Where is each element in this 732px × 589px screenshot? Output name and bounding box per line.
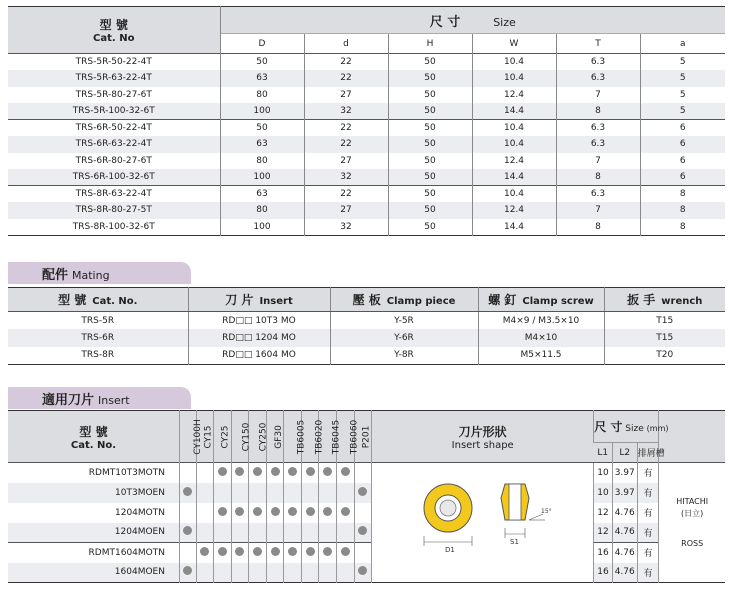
table-row (8, 186, 725, 203)
grade-header-cy15: CY15 (196, 411, 214, 463)
insert-model-cell: 1604MOEN (8, 563, 179, 583)
grade-cell (266, 483, 284, 503)
grade-cell (337, 503, 355, 523)
grade-cell (179, 463, 196, 483)
table-row (8, 169, 725, 186)
availability-dot-icon (218, 507, 227, 516)
mating-cell: RD□□ 10T3 MO (188, 312, 330, 330)
availability-dot-icon (323, 507, 332, 516)
size-model-cell: TRS-6R-100-32-6T (72, 172, 155, 182)
grade-cell (179, 503, 196, 523)
size-value-cell: 6.3 (556, 54, 640, 71)
mating-header-0: 型 號 Cat. No. (8, 288, 188, 312)
grade-cell (231, 563, 249, 583)
size-value-cell: 100 (220, 103, 304, 120)
size-value-cell: 7 (556, 87, 640, 104)
size-value-cell: 8 (556, 103, 640, 120)
grade-cell (231, 543, 249, 563)
mating-cell: TRS-6R (81, 332, 115, 343)
grade-cell (319, 463, 337, 483)
table-row (8, 347, 725, 365)
size-value-cell: 32 (304, 219, 388, 236)
grade-cell (319, 503, 337, 523)
grade-header-cy150: CY150 (231, 411, 249, 463)
size-value-cell: 6.3 (556, 70, 640, 87)
size-value-cell: 50 (388, 54, 472, 71)
size-model-cell: TRS-6R-50-22-4T (8, 120, 220, 137)
insert-shape-drawing (383, 466, 583, 576)
insert-model-cell: 1204MOTN (8, 503, 179, 523)
availability-dot-icon (358, 487, 367, 496)
grade-cell (284, 523, 302, 543)
mating-cell: Y-8R (330, 347, 478, 365)
insert-table (8, 410, 725, 583)
d1-label: D1 (444, 546, 455, 554)
grade-cell (319, 483, 337, 503)
size-value-cell: 80 (220, 87, 304, 104)
insert-size-col: L1 (594, 443, 613, 463)
insert-hole-inner (440, 500, 456, 516)
size-value-cell: 50 (388, 202, 472, 219)
grade-cell (249, 563, 267, 583)
grade-header-tb6060: TB6060 (337, 411, 355, 463)
size-model-cell: TRS-6R-80-27-6T (75, 155, 152, 166)
size-value-cell: 50 (388, 103, 472, 120)
size-value-cell: 6 (640, 120, 725, 137)
size-value-cell: 63 (220, 186, 304, 203)
table-row (8, 463, 725, 483)
size-value-cell: 50 (388, 136, 472, 153)
size-value-cell: 5 (640, 87, 725, 104)
size-value-cell: 50 (388, 186, 472, 203)
grade-header-cy25: CY25 (214, 411, 232, 463)
grade-cell (354, 503, 372, 523)
mating-cell: RD□□ 1204 MO (188, 329, 330, 347)
size-value-cell: 8 (640, 186, 725, 203)
size-value-cell: 80 (220, 153, 304, 170)
size-value-cell: 10.4 (472, 136, 556, 153)
grade-cell (214, 503, 232, 523)
mating-table-body (8, 312, 725, 365)
mating-cell: T15 (604, 312, 725, 330)
insert-model-cell: 1204MOEN (8, 523, 179, 543)
size-table-body (8, 54, 725, 236)
size-col-T: T (556, 34, 640, 54)
size-value-cell: 10.4 (472, 70, 556, 87)
availability-dot-icon (235, 547, 244, 556)
size-value-cell: 27 (304, 87, 388, 104)
size-value-cell: 6 (640, 169, 725, 186)
size-value-cell: 10.4 (472, 54, 556, 71)
size-value-cell: 50 (388, 169, 472, 186)
availability-dot-icon (323, 547, 332, 556)
grade-cell (301, 523, 319, 543)
angle-label: 15° (540, 508, 552, 515)
insert-size-cell: 有 (637, 563, 659, 583)
insert-size-cell: 12 (594, 503, 613, 523)
size-value-cell: 5 (640, 103, 725, 120)
size-value-cell: 50 (220, 54, 304, 71)
mating-cell: M4×9 / M3.5×10 (478, 312, 604, 330)
size-value-cell: 10.4 (472, 186, 556, 203)
size-col-D: D (220, 34, 304, 54)
size-value-cell: 7 (556, 202, 640, 219)
availability-dot-icon (306, 547, 315, 556)
grade-cell (249, 503, 267, 523)
size-col-H: H (388, 34, 472, 54)
size-model-cell: TRS-8R-80-27-5T (75, 205, 152, 216)
size-model-cell: TRS-5R-63-22-4T (75, 73, 152, 84)
size-value-cell: 5 (640, 70, 725, 87)
grade-cell (214, 563, 232, 583)
availability-dot-icon (235, 507, 244, 516)
insert-size-cell: 3.97 (612, 483, 637, 503)
grade-cell (301, 543, 319, 563)
insert-size-cell: 16 (594, 563, 613, 583)
mating-header-1: 刀 片 Insert (188, 288, 330, 312)
brand-ross: ROSS (681, 538, 704, 548)
size-model-header: 型 號 Cat. No (93, 18, 135, 44)
grade-header-gf30: GF30 (266, 411, 284, 463)
size-model-cell: TRS-8R-63-22-4T (8, 186, 220, 203)
availability-dot-icon (200, 547, 209, 556)
size-value-cell: 10.4 (472, 120, 556, 137)
insert-side-hole (509, 484, 521, 520)
availability-dot-icon (306, 467, 315, 476)
insert-size-cell: 4.76 (612, 543, 637, 563)
mating-table (8, 287, 725, 365)
size-model-cell: TRS-8R-100-32-6T (72, 221, 155, 232)
grade-cell (196, 563, 214, 583)
insert-model-cell: RDMT10T3MOTN (8, 463, 179, 483)
size-value-cell: 50 (388, 153, 472, 170)
brand-hitachi-cn: (日立) (681, 508, 704, 518)
insert-shape-header: 刀片形狀 Insert shape (372, 411, 594, 463)
size-value-cell: 22 (304, 120, 388, 137)
size-value-cell: 50 (388, 219, 472, 236)
insert-size-cell: 4.76 (612, 503, 637, 523)
availability-dot-icon (288, 467, 297, 476)
grade-cell (196, 463, 214, 483)
brand-cell (659, 463, 725, 583)
size-value-cell: 6.3 (556, 186, 640, 203)
size-col-d: d (304, 34, 388, 54)
grade-cell (249, 543, 267, 563)
grade-cell (249, 523, 267, 543)
grade-cell (214, 543, 232, 563)
availability-dot-icon (218, 547, 227, 556)
grade-cell (337, 523, 355, 543)
size-model-cell: TRS-5R-50-22-4T (8, 54, 220, 71)
grade-cell (354, 483, 372, 503)
grade-cell (249, 483, 267, 503)
grade-cell (266, 463, 284, 483)
availability-dot-icon (183, 526, 192, 535)
insert-size-cell: 有 (637, 543, 659, 563)
grade-cell (266, 523, 284, 543)
mating-cell: RD□□ 1604 MO (188, 347, 330, 365)
grade-cell (319, 563, 337, 583)
grade-cell (266, 563, 284, 583)
insert-size-header: 尺 寸 Size (mm) (594, 411, 659, 443)
size-table (8, 6, 725, 236)
grade-cell (284, 543, 302, 563)
mating-headers (8, 288, 725, 312)
size-model-cell: TRS-6R-63-22-4T (75, 139, 152, 150)
grade-cell (319, 523, 337, 543)
size-value-cell: 6.3 (556, 120, 640, 137)
grade-cell (179, 523, 196, 543)
insert-size-cell: 有 (637, 503, 659, 523)
size-value-cell: 50 (220, 120, 304, 137)
table-row (8, 543, 725, 563)
table-row (8, 87, 725, 104)
availability-dot-icon (358, 566, 367, 575)
insert-size-cell: 10 (594, 483, 613, 503)
grade-cell (231, 463, 249, 483)
insert-size-cell: 16 (594, 543, 613, 563)
size-header: 尺 寸 Size (220, 7, 725, 34)
availability-dot-icon (253, 507, 262, 516)
grade-header-tb6005: TB6005 (284, 411, 302, 463)
size-value-cell: 27 (304, 153, 388, 170)
brand-hitachi: HITACHI (676, 496, 709, 506)
grade-cell (301, 503, 319, 523)
size-value-cell: 32 (304, 103, 388, 120)
size-col-W: W (472, 34, 556, 54)
mating-cell: TRS-8R (81, 350, 115, 360)
insert-model-header: 型 號 Cat. No. (70, 424, 117, 451)
size-value-cell: 50 (388, 120, 472, 137)
size-value-cell: 22 (304, 70, 388, 87)
availability-dot-icon (271, 467, 280, 476)
size-value-cell: 12.4 (472, 87, 556, 104)
availability-dot-icon (235, 467, 244, 476)
availability-dot-icon (306, 507, 315, 516)
insert-model-cell: 10T3MOEN (8, 483, 179, 503)
size-model-cell: TRS-5R-80-27-6T (75, 89, 152, 100)
insert-size-cell: 12 (594, 523, 613, 543)
insert-size-cell: 4.76 (612, 523, 637, 543)
insert-size-cell: 有 (637, 523, 659, 543)
mating-cell: TRS-5R (81, 315, 115, 326)
grade-cell (337, 463, 355, 483)
mating-section-tab (8, 262, 191, 284)
mating-cell: M4×10 (478, 329, 604, 347)
availability-dot-icon (271, 547, 280, 556)
availability-dot-icon (341, 467, 350, 476)
mating-tab-cn: 配件 (42, 268, 69, 283)
size-value-cell: 100 (220, 169, 304, 186)
availability-dot-icon (253, 467, 262, 476)
mating-cell: Y-5R (330, 312, 478, 330)
s1-label: S1 (509, 538, 519, 546)
table-row (8, 54, 725, 71)
insert-size-cell: 10 (594, 463, 613, 483)
grade-cell (196, 543, 214, 563)
mating-cell: M5×11.5 (478, 347, 604, 365)
grade-cell (179, 543, 196, 563)
insert-tab-en: Insert (98, 394, 130, 407)
mating-cell: Y-6R (330, 329, 478, 347)
table-row (8, 483, 725, 503)
availability-dot-icon (341, 507, 350, 516)
insert-size-cell: 3.97 (612, 463, 637, 483)
grade-cell (196, 503, 214, 523)
mating-header-4: 扳 手 wrench (604, 288, 725, 312)
grade-cell (266, 543, 284, 563)
grade-cell (301, 463, 319, 483)
table-row (8, 503, 725, 523)
mating-cell: T15 (604, 329, 725, 347)
grade-cell (179, 563, 196, 583)
availability-dot-icon (288, 547, 297, 556)
grade-header-tb6045: TB6045 (319, 411, 337, 463)
size-value-cell: 12.4 (472, 202, 556, 219)
grade-cell (284, 483, 302, 503)
availability-dot-icon (183, 487, 192, 496)
availability-dot-icon (183, 566, 192, 575)
size-value-cell: 63 (220, 136, 304, 153)
mating-header-3: 螺 釘 Clamp screw (478, 288, 604, 312)
size-value-cell: 6.3 (556, 136, 640, 153)
table-row (8, 70, 725, 87)
size-value-cell: 14.4 (472, 103, 556, 120)
size-value-cell: 80 (220, 202, 304, 219)
size-value-cell: 22 (304, 136, 388, 153)
mating-cell: T20 (604, 347, 725, 365)
size-value-cell: 14.4 (472, 169, 556, 186)
insert-size-col: 排屑槽 (637, 443, 659, 463)
table-row (8, 153, 725, 170)
availability-dot-icon (218, 467, 227, 476)
grade-cell (214, 523, 232, 543)
size-value-cell: 32 (304, 169, 388, 186)
table-row (8, 329, 725, 347)
availability-dot-icon (253, 547, 262, 556)
size-value-cell: 63 (220, 70, 304, 87)
grade-cell (337, 483, 355, 503)
availability-dot-icon (358, 526, 367, 535)
grade-cell (354, 543, 372, 563)
insert-shape-cell (372, 463, 594, 583)
size-value-cell: 5 (640, 54, 725, 71)
size-value-cell: 6 (640, 136, 725, 153)
grade-cell (337, 543, 355, 563)
grade-cell (266, 503, 284, 523)
size-value-cell: 22 (304, 54, 388, 71)
availability-dot-icon (341, 547, 350, 556)
mating-tab-en: Mating (72, 269, 110, 282)
grade-header-p201: P201 (354, 411, 372, 463)
size-value-cell: 27 (304, 202, 388, 219)
grade-header-cy100h: CY100H (179, 411, 196, 463)
brand-header-blank (659, 411, 725, 463)
grade-header-cy250: CY250 (249, 411, 267, 463)
size-value-cell: 50 (388, 87, 472, 104)
grade-cell (179, 483, 196, 503)
size-value-cell: 6 (640, 153, 725, 170)
table-row (8, 103, 725, 120)
size-value-cell: 12.4 (472, 153, 556, 170)
insert-size-cell: 有 (637, 463, 659, 483)
table-row (8, 219, 725, 236)
insert-model-cell: RDMT1604MOTN (8, 543, 179, 563)
grade-cell (196, 523, 214, 543)
grade-cell (214, 463, 232, 483)
insert-section-tab (8, 387, 191, 409)
size-model-cell: TRS-5R-100-32-6T (72, 106, 155, 116)
grade-cell (354, 563, 372, 583)
grade-cell (319, 543, 337, 563)
table-row (8, 563, 725, 583)
size-col-a: a (640, 34, 725, 54)
grade-cell (354, 523, 372, 543)
grade-cell (284, 463, 302, 483)
availability-dot-icon (323, 467, 332, 476)
table-row (8, 136, 725, 153)
size-value-cell: 7 (556, 153, 640, 170)
table-row (8, 120, 725, 137)
insert-table-body (8, 463, 725, 583)
grade-header-tb6020: TB6020 (301, 411, 319, 463)
size-value-cell: 8 (640, 202, 725, 219)
grade-cell (231, 483, 249, 503)
grade-cell (249, 463, 267, 483)
grade-cell (231, 523, 249, 543)
table-row (8, 202, 725, 219)
grade-cell (214, 483, 232, 503)
grade-cell (301, 563, 319, 583)
availability-dot-icon (271, 507, 280, 516)
grade-cell (337, 563, 355, 583)
size-value-cell: 8 (556, 169, 640, 186)
grade-cell (196, 483, 214, 503)
size-value-cell: 8 (640, 219, 725, 236)
insert-size-cell: 有 (637, 483, 659, 503)
availability-dot-icon (288, 507, 297, 516)
grade-cell (354, 463, 372, 483)
grade-cell (284, 503, 302, 523)
size-value-cell: 100 (220, 219, 304, 236)
grade-cell (231, 503, 249, 523)
mating-header-2: 壓 板 Clamp piece (330, 288, 478, 312)
insert-size-col: L2 (612, 443, 637, 463)
size-value-cell: 22 (304, 186, 388, 203)
size-value-cell: 50 (388, 70, 472, 87)
grade-cell (301, 483, 319, 503)
table-row (8, 312, 725, 330)
insert-size-cell: 4.76 (612, 563, 637, 583)
table-row (8, 523, 725, 543)
grade-cell (284, 563, 302, 583)
size-value-cell: 14.4 (472, 219, 556, 236)
insert-tab-cn: 適用刀片 (42, 393, 95, 408)
size-value-cell: 8 (556, 219, 640, 236)
